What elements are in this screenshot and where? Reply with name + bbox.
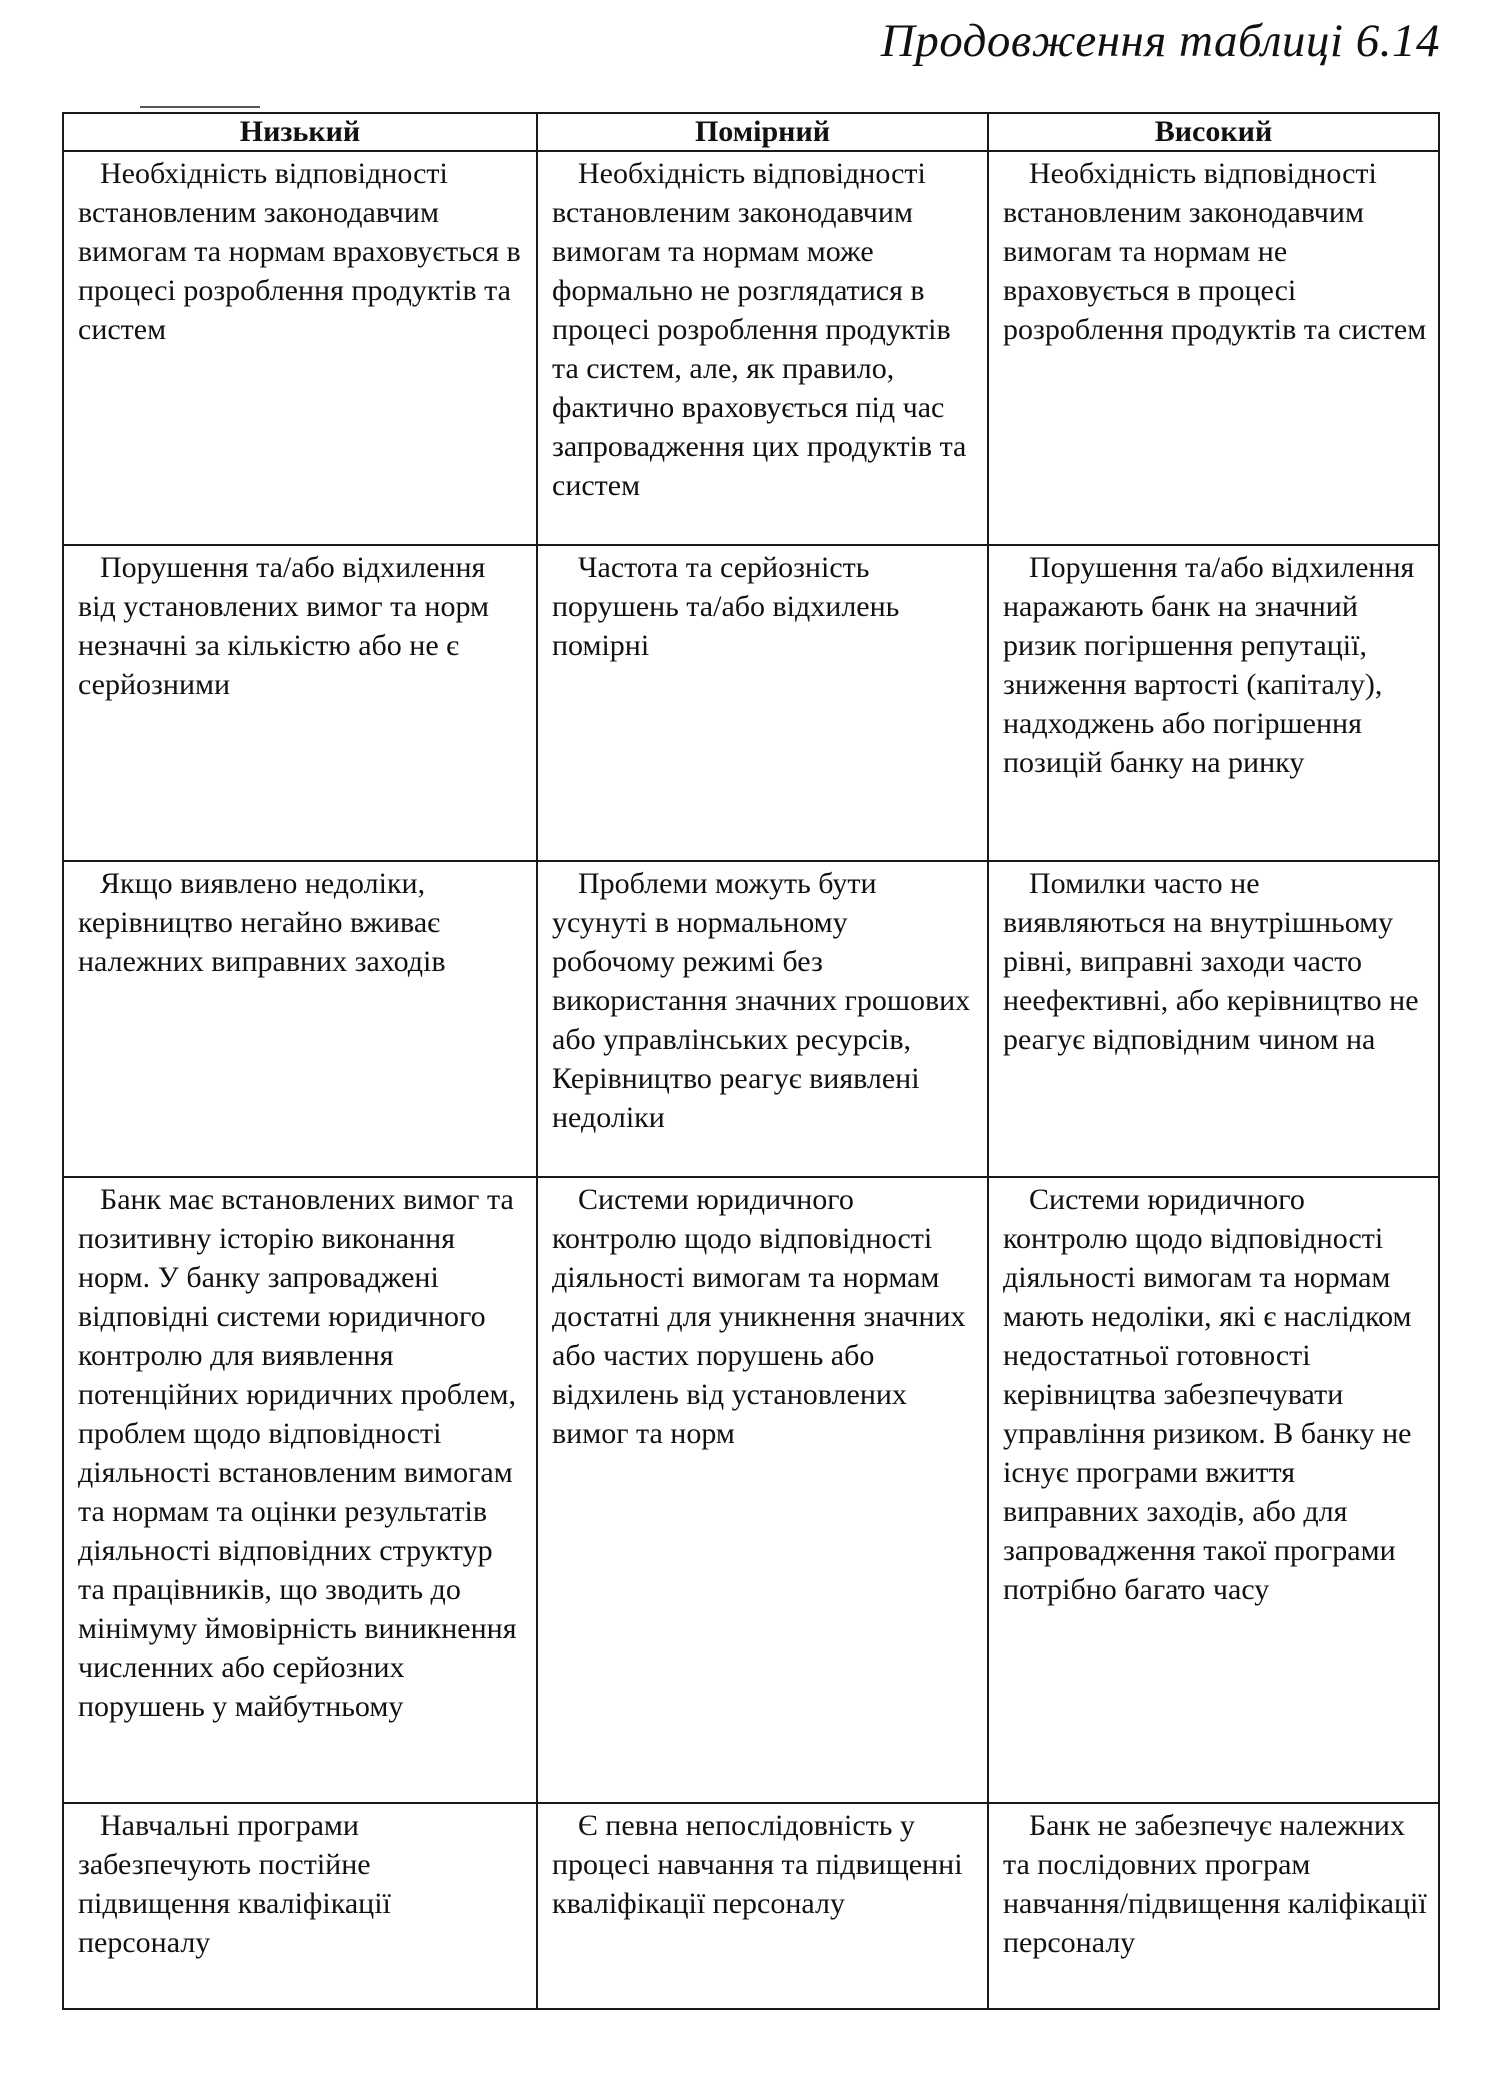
cell-text: Системи юридичного контролю щодо відповідності діяльності вимогам та нормам мають недоліки, які є наслідком недостатньої готовності керівництва забезпечувати управління ризиком. В банку не існує програми вжиття виправних заходів, або для запровадження такої програми потрібно багато часу [1003, 1183, 1412, 1606]
table-caption: Продовження таблиці 6.14 [880, 15, 1440, 67]
table-row [63, 1803, 1439, 2009]
cell-moderate [537, 1803, 988, 2009]
header-high: Високий [988, 113, 1439, 151]
table-row [63, 151, 1439, 545]
cell-moderate [537, 861, 988, 1177]
cell-moderate [537, 151, 988, 545]
cell-text: Системи юридичного контролю щодо відповідності діяльності вимогам та нормам достатні для уникнення значних або частих порушень або відхилень від установлених вимог та норм [552, 1183, 966, 1450]
table-row [63, 545, 1439, 861]
header-low: Низький [63, 113, 537, 151]
cell-high [988, 545, 1439, 861]
cell-low [63, 545, 537, 861]
cell-moderate [537, 1177, 988, 1803]
cell-low [63, 861, 537, 1177]
cell-text: Порушення та/або відхилення від установлених вимог та норм незначні за кількістю або не є серйозними [78, 551, 489, 701]
risk-level-table-container [62, 112, 1438, 2010]
table-row [63, 1177, 1439, 1803]
cell-text: Порушення та/або відхилення наражають банк на значний ризик погіршення репутації, зниження вартості (капіталу), надходжень або погіршення позицій банку на ринку [1003, 551, 1415, 779]
cell-text: Є певна непослідовність у процесі навчання та підвищенні кваліфікації персоналу [552, 1809, 963, 1920]
cell-text: Необхідність відповідності встановленим законодавчим вимогам та нормам не враховується в процесі розроблення продуктів та систем [1003, 157, 1427, 346]
cell-low [63, 1803, 537, 2009]
cell-text: Частота та серйозність порушень та/або відхилень помірні [552, 551, 900, 662]
cell-high [988, 861, 1439, 1177]
cell-text: Помилки часто не виявляються на внутрішньому рівні, виправні заходи часто неефективні, або керівництво не реагує відповідним чином на [1003, 867, 1419, 1056]
cell-text: Навчальні програми забезпечують постійне підвищення кваліфікації персоналу [78, 1809, 391, 1959]
cell-text: Банк не забезпечує належних та послідовних програм навчання/підвищення каліфікації персоналу [1003, 1809, 1427, 1959]
risk-level-table [62, 112, 1440, 2010]
cell-moderate [537, 545, 988, 861]
top-rule [140, 106, 260, 108]
cell-low [63, 151, 537, 545]
cell-text: Банк має встановлених вимог та позитивну історію виконання норм. У банку запроваджені відповідні системи юридичного контролю для виявлення потенційних юридичних проблем, проблем щодо відповідності діяльності встановленим вимогам та нормам та оцінки результатів діяльності відповідних структур та працівників, що зводить до мінімуму ймовірність виникнення численних або серйозних порушень у майбутньому [78, 1183, 517, 1723]
cell-text: Проблеми можуть бути усунуті в нормальному робочому режимі без використання значних грошових або управлінських ресурсів, Керівництво реагує виявлені недоліки [552, 867, 971, 1134]
header-moderate: Помірний [537, 113, 988, 151]
header-row [63, 113, 1439, 151]
cell-low [63, 1177, 537, 1803]
cell-high [988, 1177, 1439, 1803]
cell-text: Якщо виявлено недоліки, керівництво негайно вживає належних виправних заходів [78, 867, 446, 978]
cell-text: Необхідність відповідності встановленим законодавчим вимогам та нормам враховується в процесі розроблення продуктів та систем [78, 157, 521, 346]
cell-text: Необхідність відповідності встановленим законодавчим вимогам та нормам може формально не розглядатися в процесі розроблення продуктів та систем, але, як правило, фактично враховується під час запровадження цих продуктів та систем [552, 157, 967, 502]
table-row [63, 861, 1439, 1177]
cell-high [988, 151, 1439, 545]
cell-high [988, 1803, 1439, 2009]
